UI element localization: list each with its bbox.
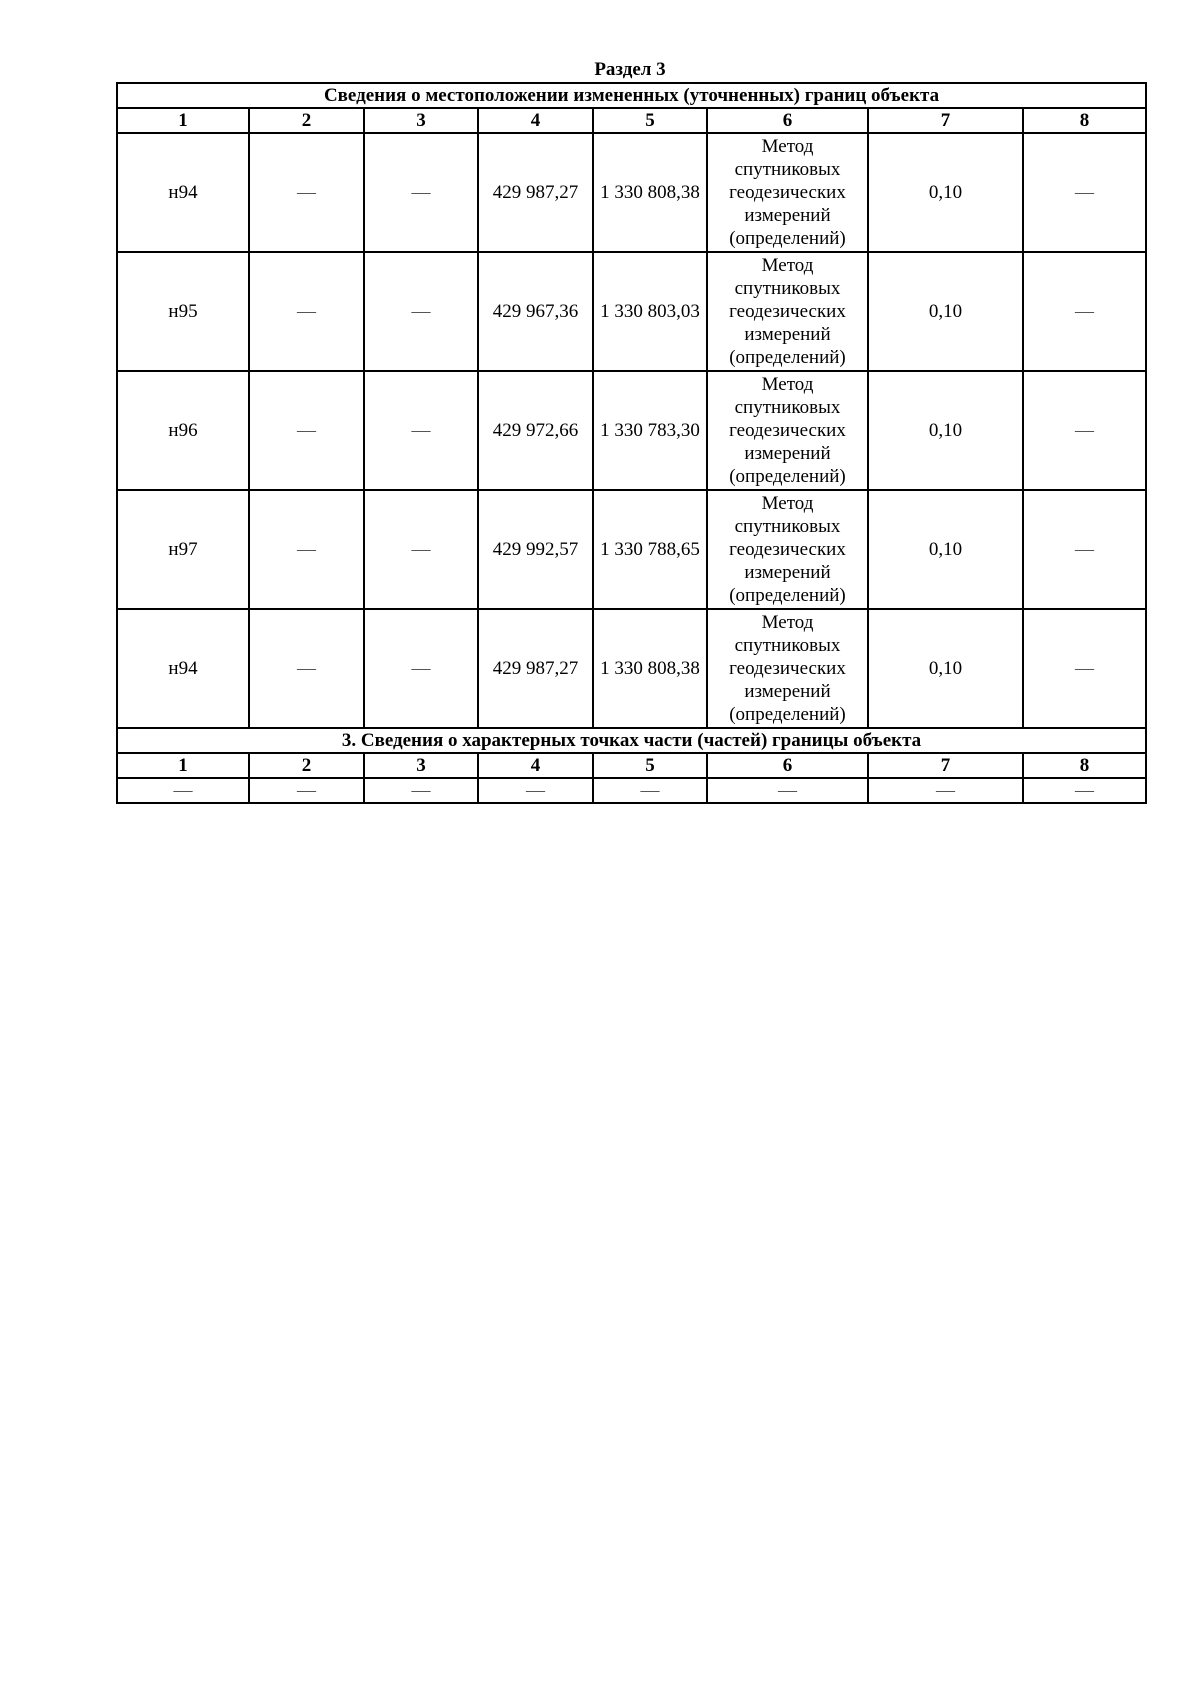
empty-value: —	[1023, 252, 1146, 371]
parts-empty-row	[117, 778, 1146, 803]
accuracy-value: 0,10	[868, 252, 1023, 371]
method-line: спутниковых	[734, 516, 841, 537]
empty-value: —	[249, 490, 364, 609]
method-line: (определений)	[729, 228, 846, 249]
coordinate-y: 1 330 808,38	[593, 609, 707, 728]
accuracy-value: 0,10	[868, 609, 1023, 728]
method-line: спутниковых	[734, 635, 841, 656]
parts-column-number-row	[117, 753, 1146, 778]
heading-parts: 3. Сведения о характерных точках части (частей) границы объекта	[117, 728, 1146, 753]
heading-row-changed-boundaries	[117, 83, 1146, 108]
empty-value: —	[364, 371, 478, 490]
method-line: геодезических	[729, 301, 846, 322]
method-line: спутниковых	[734, 278, 841, 299]
column-number: 7	[868, 108, 1023, 133]
empty-value: —	[364, 778, 478, 803]
method-cell	[707, 133, 868, 252]
method-line: Метод	[761, 374, 814, 395]
coordinate-y: 1 330 808,38	[593, 133, 707, 252]
empty-value: —	[1023, 133, 1146, 252]
table-row	[117, 371, 1146, 490]
method-line: геодезических	[729, 658, 846, 679]
empty-value: —	[249, 133, 364, 252]
table-row	[117, 609, 1146, 728]
empty-value: —	[249, 252, 364, 371]
table-row	[117, 490, 1146, 609]
method-line: измерений	[744, 562, 831, 583]
column-number: 4	[478, 108, 593, 133]
method-line: геодезических	[729, 420, 846, 441]
accuracy-value: 0,10	[868, 490, 1023, 609]
point-name: н94	[117, 133, 249, 252]
empty-value: —	[249, 778, 364, 803]
empty-value: —	[1023, 490, 1146, 609]
heading-changed-boundaries: Сведения о местоположении измененных (уточненных) границ объекта	[117, 83, 1146, 108]
table-row	[117, 133, 1146, 252]
empty-value: —	[117, 778, 249, 803]
column-number: 6	[707, 108, 868, 133]
point-name: н95	[117, 252, 249, 371]
column-number: 2	[249, 753, 364, 778]
column-number: 5	[593, 753, 707, 778]
empty-value: —	[364, 609, 478, 728]
method-line: Метод	[761, 493, 814, 514]
point-name: н97	[117, 490, 249, 609]
method-line: Метод	[761, 612, 814, 633]
method-line: (определений)	[729, 347, 846, 368]
coordinate-x: 429 987,27	[478, 609, 593, 728]
column-number: 1	[117, 108, 249, 133]
heading-row-parts	[117, 728, 1146, 753]
empty-value: —	[249, 371, 364, 490]
table-row	[117, 252, 1146, 371]
method-line: Метод	[761, 255, 814, 276]
coordinate-x: 429 967,36	[478, 252, 593, 371]
method-cell	[707, 252, 868, 371]
coordinate-x: 429 972,66	[478, 371, 593, 490]
method-cell	[707, 609, 868, 728]
coordinates-table	[116, 82, 1147, 804]
method-cell	[707, 490, 868, 609]
column-number-row	[117, 108, 1146, 133]
empty-value: —	[478, 778, 593, 803]
coordinate-y: 1 330 788,65	[593, 490, 707, 609]
empty-value: —	[1023, 609, 1146, 728]
method-line: геодезических	[729, 182, 846, 203]
empty-value: —	[249, 609, 364, 728]
point-name: н96	[117, 371, 249, 490]
empty-value: —	[1023, 778, 1146, 803]
method-line: измерений	[744, 205, 831, 226]
method-line: измерений	[744, 324, 831, 345]
method-line: (определений)	[729, 585, 846, 606]
empty-value: —	[593, 778, 707, 803]
method-line: измерений	[744, 681, 831, 702]
empty-value: —	[364, 490, 478, 609]
coordinate-x: 429 992,57	[478, 490, 593, 609]
column-number: 3	[364, 108, 478, 133]
column-number: 1	[117, 753, 249, 778]
empty-value: —	[868, 778, 1023, 803]
coordinate-y: 1 330 803,03	[593, 252, 707, 371]
empty-value: —	[364, 133, 478, 252]
method-line: (определений)	[729, 466, 846, 487]
accuracy-value: 0,10	[868, 133, 1023, 252]
column-number: 2	[249, 108, 364, 133]
column-number: 4	[478, 753, 593, 778]
empty-value: —	[1023, 371, 1146, 490]
method-line: Метод	[761, 136, 814, 157]
column-number: 7	[868, 753, 1023, 778]
coordinates-table-body	[117, 83, 1146, 803]
empty-value: —	[707, 778, 868, 803]
section-title: Раздел 3	[594, 59, 666, 80]
method-cell	[707, 371, 868, 490]
coordinate-y: 1 330 783,30	[593, 371, 707, 490]
method-line: спутниковых	[734, 397, 841, 418]
column-number: 6	[707, 753, 868, 778]
coordinate-x: 429 987,27	[478, 133, 593, 252]
empty-value: —	[364, 252, 478, 371]
method-line: геодезических	[729, 539, 846, 560]
method-line: измерений	[744, 443, 831, 464]
method-line: спутниковых	[734, 159, 841, 180]
column-number: 3	[364, 753, 478, 778]
method-line: (определений)	[729, 704, 846, 725]
accuracy-value: 0,10	[868, 371, 1023, 490]
column-number: 5	[593, 108, 707, 133]
column-number: 8	[1023, 108, 1146, 133]
column-number: 8	[1023, 753, 1146, 778]
point-name: н94	[117, 609, 249, 728]
